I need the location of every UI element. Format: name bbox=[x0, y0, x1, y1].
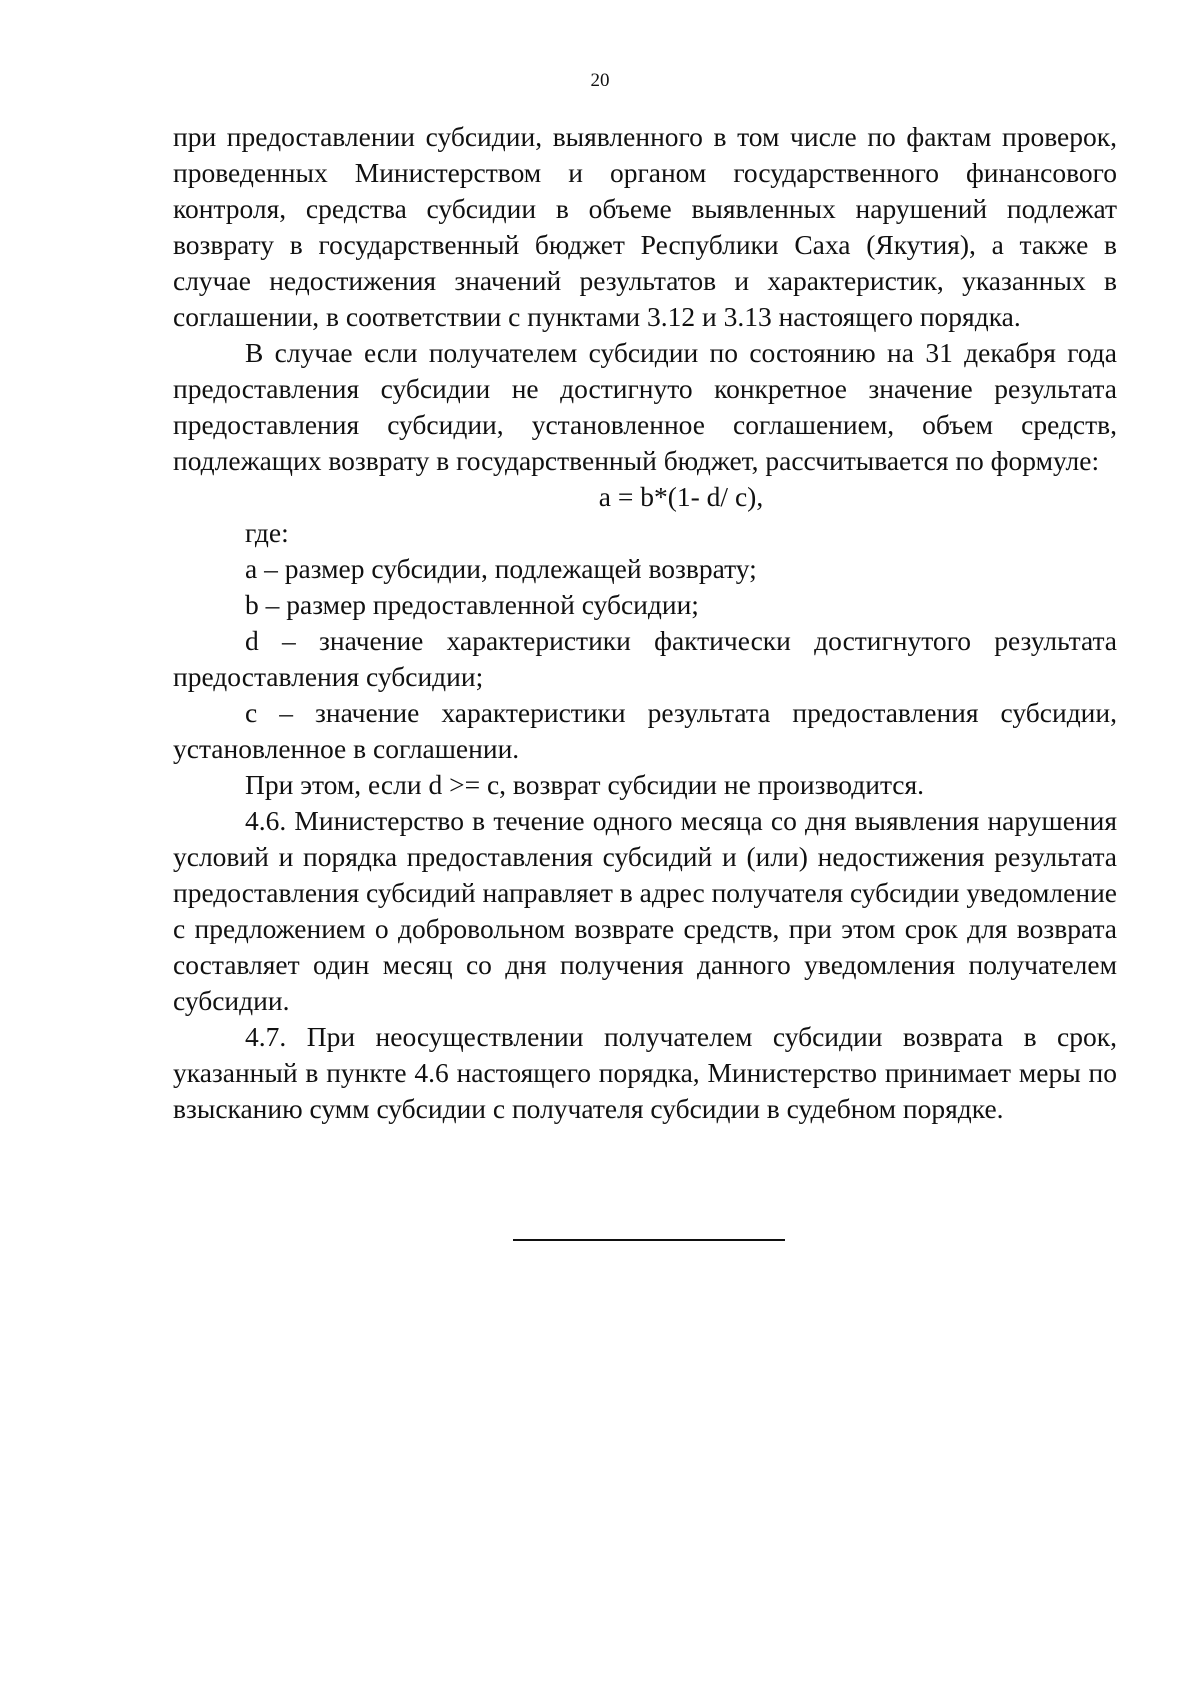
paragraph-section-4-6: 4.6. Министерство в течение одного месяца со дня выявления нарушения условий и порядка предоставления субсидий и (или) недостижения результата предоставления субсидий направляет в адрес получателя субсидии уведомление с предложением о добровольном возврате средств, при этом срок для возврата составляет один месяц со дня получения данного уведомления получателем субсидии. bbox=[173, 805, 1117, 1016]
page-number: 20 bbox=[590, 70, 610, 91]
paragraph-refund-formula-intro: В случае если получателем субсидии по состоянию на 31 декабря года предоставления субсидии не достигнуто конкретное значение результата предоставления субсидии, установленное соглашением, объем средств, подлежащих возврату в государственный бюджет, рассчитывается по формуле: bbox=[173, 337, 1117, 476]
formula-variable-d: d – значение характеристики фактически достигнутого результата предоставления субсидии; bbox=[173, 625, 1117, 692]
paragraph-section-4-7: 4.7. При неосуществлении получателем субсидии возврата в срок, указанный в пункте 4.6 настоящего порядка, Министерство принимает меры по взысканию сумм субсидии с получателя субсидии в судебном порядке. bbox=[173, 1021, 1117, 1124]
refund-formula: a = b*(1- d/ c), bbox=[598, 481, 764, 512]
formula-variable-c: c – значение характеристики результата предоставления субсидии, установленное в соглашении. bbox=[173, 697, 1117, 764]
formula-where-label: где: bbox=[245, 517, 289, 548]
paragraph-no-refund-condition: При этом, если d >= c, возврат субсидии не производится. bbox=[245, 769, 925, 800]
formula-variable-a: a – размер субсидии, подлежащей возврату; bbox=[245, 553, 757, 584]
document-body bbox=[173, 119, 1117, 1127]
end-of-document-rule bbox=[513, 1239, 785, 1241]
paragraph-continuation: при предоставлении субсидии, выявленного в том числе по фактам проверок, проведенных Министерством и органом государственного финансового контроля, средства субсидии в объеме выявленных нарушений подлежат возврату в государственный бюджет Республики Саха (Якутия), а также в случае недостижения значений результатов и характеристик, указанных в соглашении, в соответствии с пунктами 3.12 и 3.13 настоящего порядка. bbox=[173, 121, 1117, 332]
formula-variable-b: b – размер предоставленной субсидии; bbox=[245, 589, 699, 620]
